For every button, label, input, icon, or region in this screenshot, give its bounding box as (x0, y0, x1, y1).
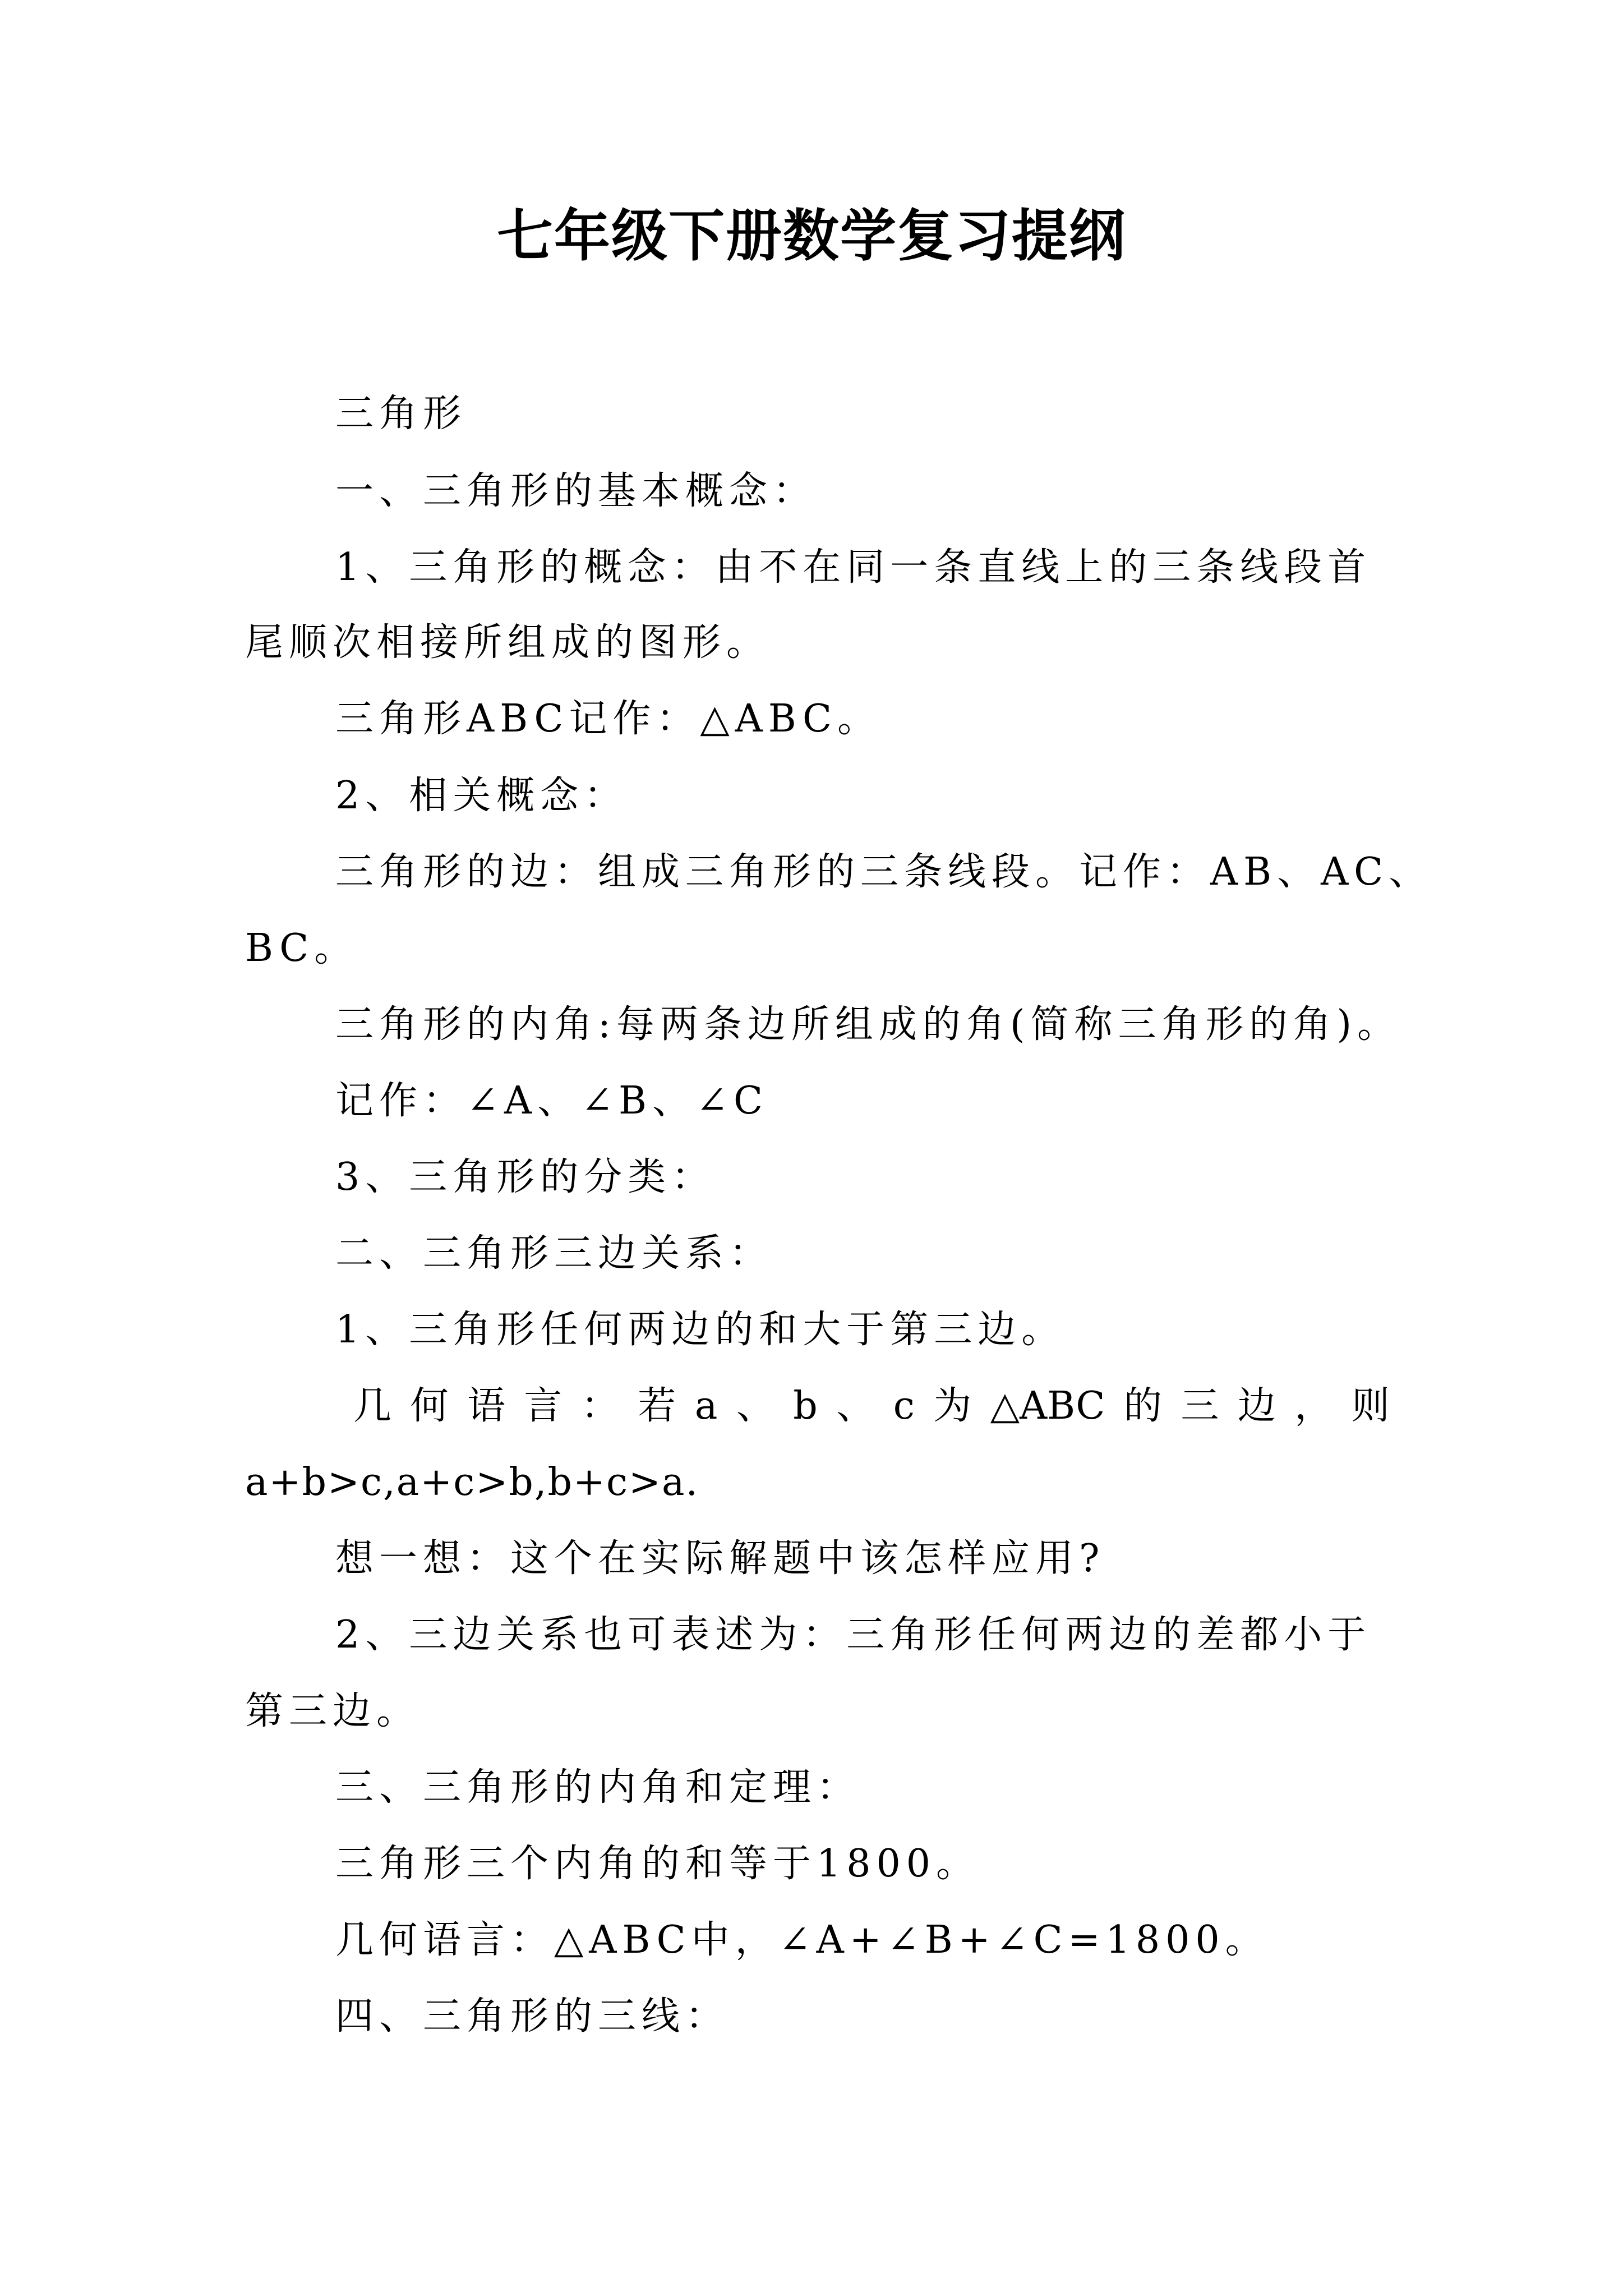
paragraph-line: 尾顺次相接所组成的图形。 (245, 620, 771, 665)
justified-token: 的 (1123, 1384, 1162, 1428)
paragraph-line: 三角形的边：组成三角形的三条线段。记作：AB、AC、 (335, 850, 1433, 894)
document-title: 七年级下册数学复习提纲 (497, 203, 1126, 269)
paragraph-line: a+b>c,a+c>b,b+c>a. (245, 1460, 699, 1504)
justified-token: 三 (1181, 1384, 1219, 1428)
justified-token: ： (580, 1384, 619, 1428)
justified-token: 为 (933, 1384, 972, 1428)
paragraph-line: 几何语言：△ABC中，∠A+∠B+∠C=1800。 (335, 1918, 1269, 1962)
paragraph-line: 记作：∠A、∠B、∠C (335, 1079, 769, 1123)
section-heading-2: 二、三角形三边关系： (335, 1231, 773, 1276)
justified-token: 语 (467, 1384, 505, 1428)
justified-token: 则 (1351, 1384, 1390, 1428)
justified-token: 若 (638, 1384, 676, 1428)
paragraph-line: BC。 (245, 926, 358, 970)
justified-token: 边 (1237, 1384, 1276, 1428)
section-heading-1: 一、三角形的基本概念： (335, 469, 817, 513)
paragraph-line: 三角形的内角:每两条边所组成的角(简称三角形的角)。 (335, 1002, 1401, 1047)
subsection-heading: 3、三角形的分类： (335, 1155, 716, 1199)
section-heading-4: 四、三角形的三线： (335, 1994, 730, 2039)
justified-token: 、 (736, 1384, 774, 1428)
justified-token: b (793, 1384, 818, 1428)
paragraph-line: 三角形三个内角的和等于1800。 (335, 1842, 980, 1886)
section-heading-3: 三、三角形的内角和定理： (335, 1765, 861, 1810)
justified-token: ， (1294, 1384, 1333, 1428)
justified-paragraph-line (353, 1379, 1390, 1433)
heading-triangle: 三角形 (335, 392, 467, 436)
justified-token: 言 (524, 1384, 562, 1428)
justified-token: 何 (410, 1384, 449, 1428)
justified-token: c (893, 1384, 915, 1428)
justified-token: 、 (836, 1384, 875, 1428)
justified-token: 几 (353, 1384, 392, 1428)
subsection-heading: 2、相关概念： (335, 774, 628, 818)
paragraph-line: 1、三角形任何两边的和大于第三边。 (335, 1308, 1066, 1352)
paragraph-line: 第三边。 (245, 1689, 421, 1733)
paragraph-line: 1、三角形的概念：由不在同一条直线上的三条线段首 (335, 545, 1372, 590)
justified-token: △ABC (990, 1384, 1105, 1428)
paragraph-line: 三角形ABC记作：△ABC。 (335, 697, 882, 741)
paragraph-line: 2、三边关系也可表述为：三角形任何两边的差都小于 (335, 1613, 1372, 1657)
paragraph-line: 想一想：这个在实际解题中该怎样应用? (335, 1536, 1105, 1581)
justified-token: a (694, 1384, 718, 1428)
